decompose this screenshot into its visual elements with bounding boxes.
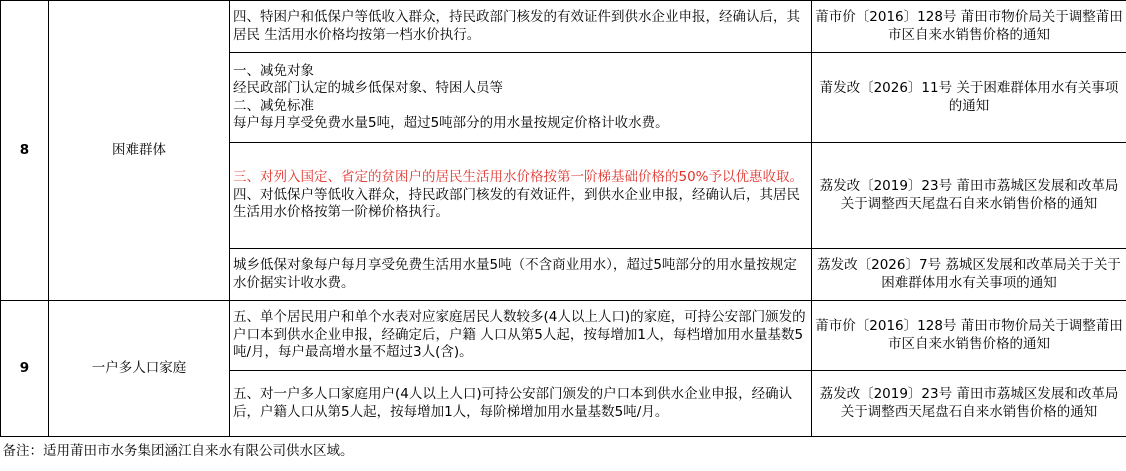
note-row [1, 437, 1126, 467]
policy-cell: 荔发改〔2026〕7号 荔城区发展和改革局关于关于困难群体用水有关事项的通知 [812, 249, 1126, 301]
content-text: 五、单个居民用户和单个水表对应家庭居民人数较多(4人以上人口)的家庭，可持公安部门颁发的户口本到供水企业申报，经确定后，户籍 人口从第5人起，按每增加1人，每档增加用水量基数5吨/月，每户最高增水量不超过3人(含)。 [233, 309, 806, 361]
content-cell [230, 143, 812, 249]
content-cell [230, 249, 812, 301]
row-category: 困难群体 [49, 1, 230, 301]
row-number: 9 [1, 301, 49, 437]
content-text: 五、对一户多人口家庭用户(4人以上人口)可持公安部门颁发的户口本到供水企业申报，经确认后，户籍人口从第5人起，按每增加1人，每阶梯增加用水量基数5吨/月。 [233, 386, 793, 420]
content-text: 一、减免对象 [233, 62, 314, 79]
table-row [1, 1, 1126, 53]
policy-cell: 莆市价〔2016〕128号 莆田市物价局关于调整莆田市区自来水销售价格的通知 [812, 301, 1126, 371]
highlighted-content-text: 三、对列入国定、省定的贫困户的居民生活用水价格按第一阶梯基础价格的50%予以优惠收取。 [233, 169, 804, 186]
content-text: 经民政部门认定的城乡低保对象、特困人员等 [233, 80, 503, 96]
policy-cell: 莆发改〔2026〕11号 关于困难群体用水有关事项的通知 [812, 53, 1126, 143]
content-text: 每户每月享受免费水量5吨，超过5吨部分的用水量按规定价格计收水费。 [233, 115, 669, 131]
policy-cell: 莆市价〔2016〕128号 莆田市物价局关于调整莆田市区自来水销售价格的通知 [812, 1, 1126, 53]
content-text: 二、减免标准 [233, 97, 314, 114]
policy-cell: 荔发改〔2019〕23号 莆田市荔城区发展和改革局关于调整西天尾盘石自来水销售价格的通知 [812, 143, 1126, 249]
table-row [1, 301, 1126, 371]
content-text: 城乡低保对象每户每月享受免费生活用水量5吨（不含商业用水），超过5吨部分的用水量按规定水价据实计收水费。 [233, 257, 797, 291]
policy-cell: 荔发改〔2019〕23号 莆田市荔城区发展和改革局关于调整西天尾盘石自来水销售价格的通知 [812, 371, 1126, 437]
content-text: 四、特困户和低保户等低收入群众，持民政部门核发的有效证件到供水企业申报，经确认后，其居民 生活用水价格均按第一档水价执行。 [233, 9, 800, 43]
note-text: 备注：适用莆田市水务集团涵江自来水有限公司供水区域。 [2, 443, 354, 459]
content-cell [230, 1, 812, 53]
content-cell [230, 371, 812, 437]
content-text: 四、对低保户等低收入群众，持民政部门核发的有效证件，到供水企业申报，经确认后，其居民生活用水价格按第一阶梯价格执行。 [233, 186, 800, 221]
content-cell [230, 301, 812, 371]
row-number: 8 [1, 1, 49, 301]
content-cell [230, 53, 812, 143]
row-category: 一户多人口家庭 [49, 301, 230, 437]
